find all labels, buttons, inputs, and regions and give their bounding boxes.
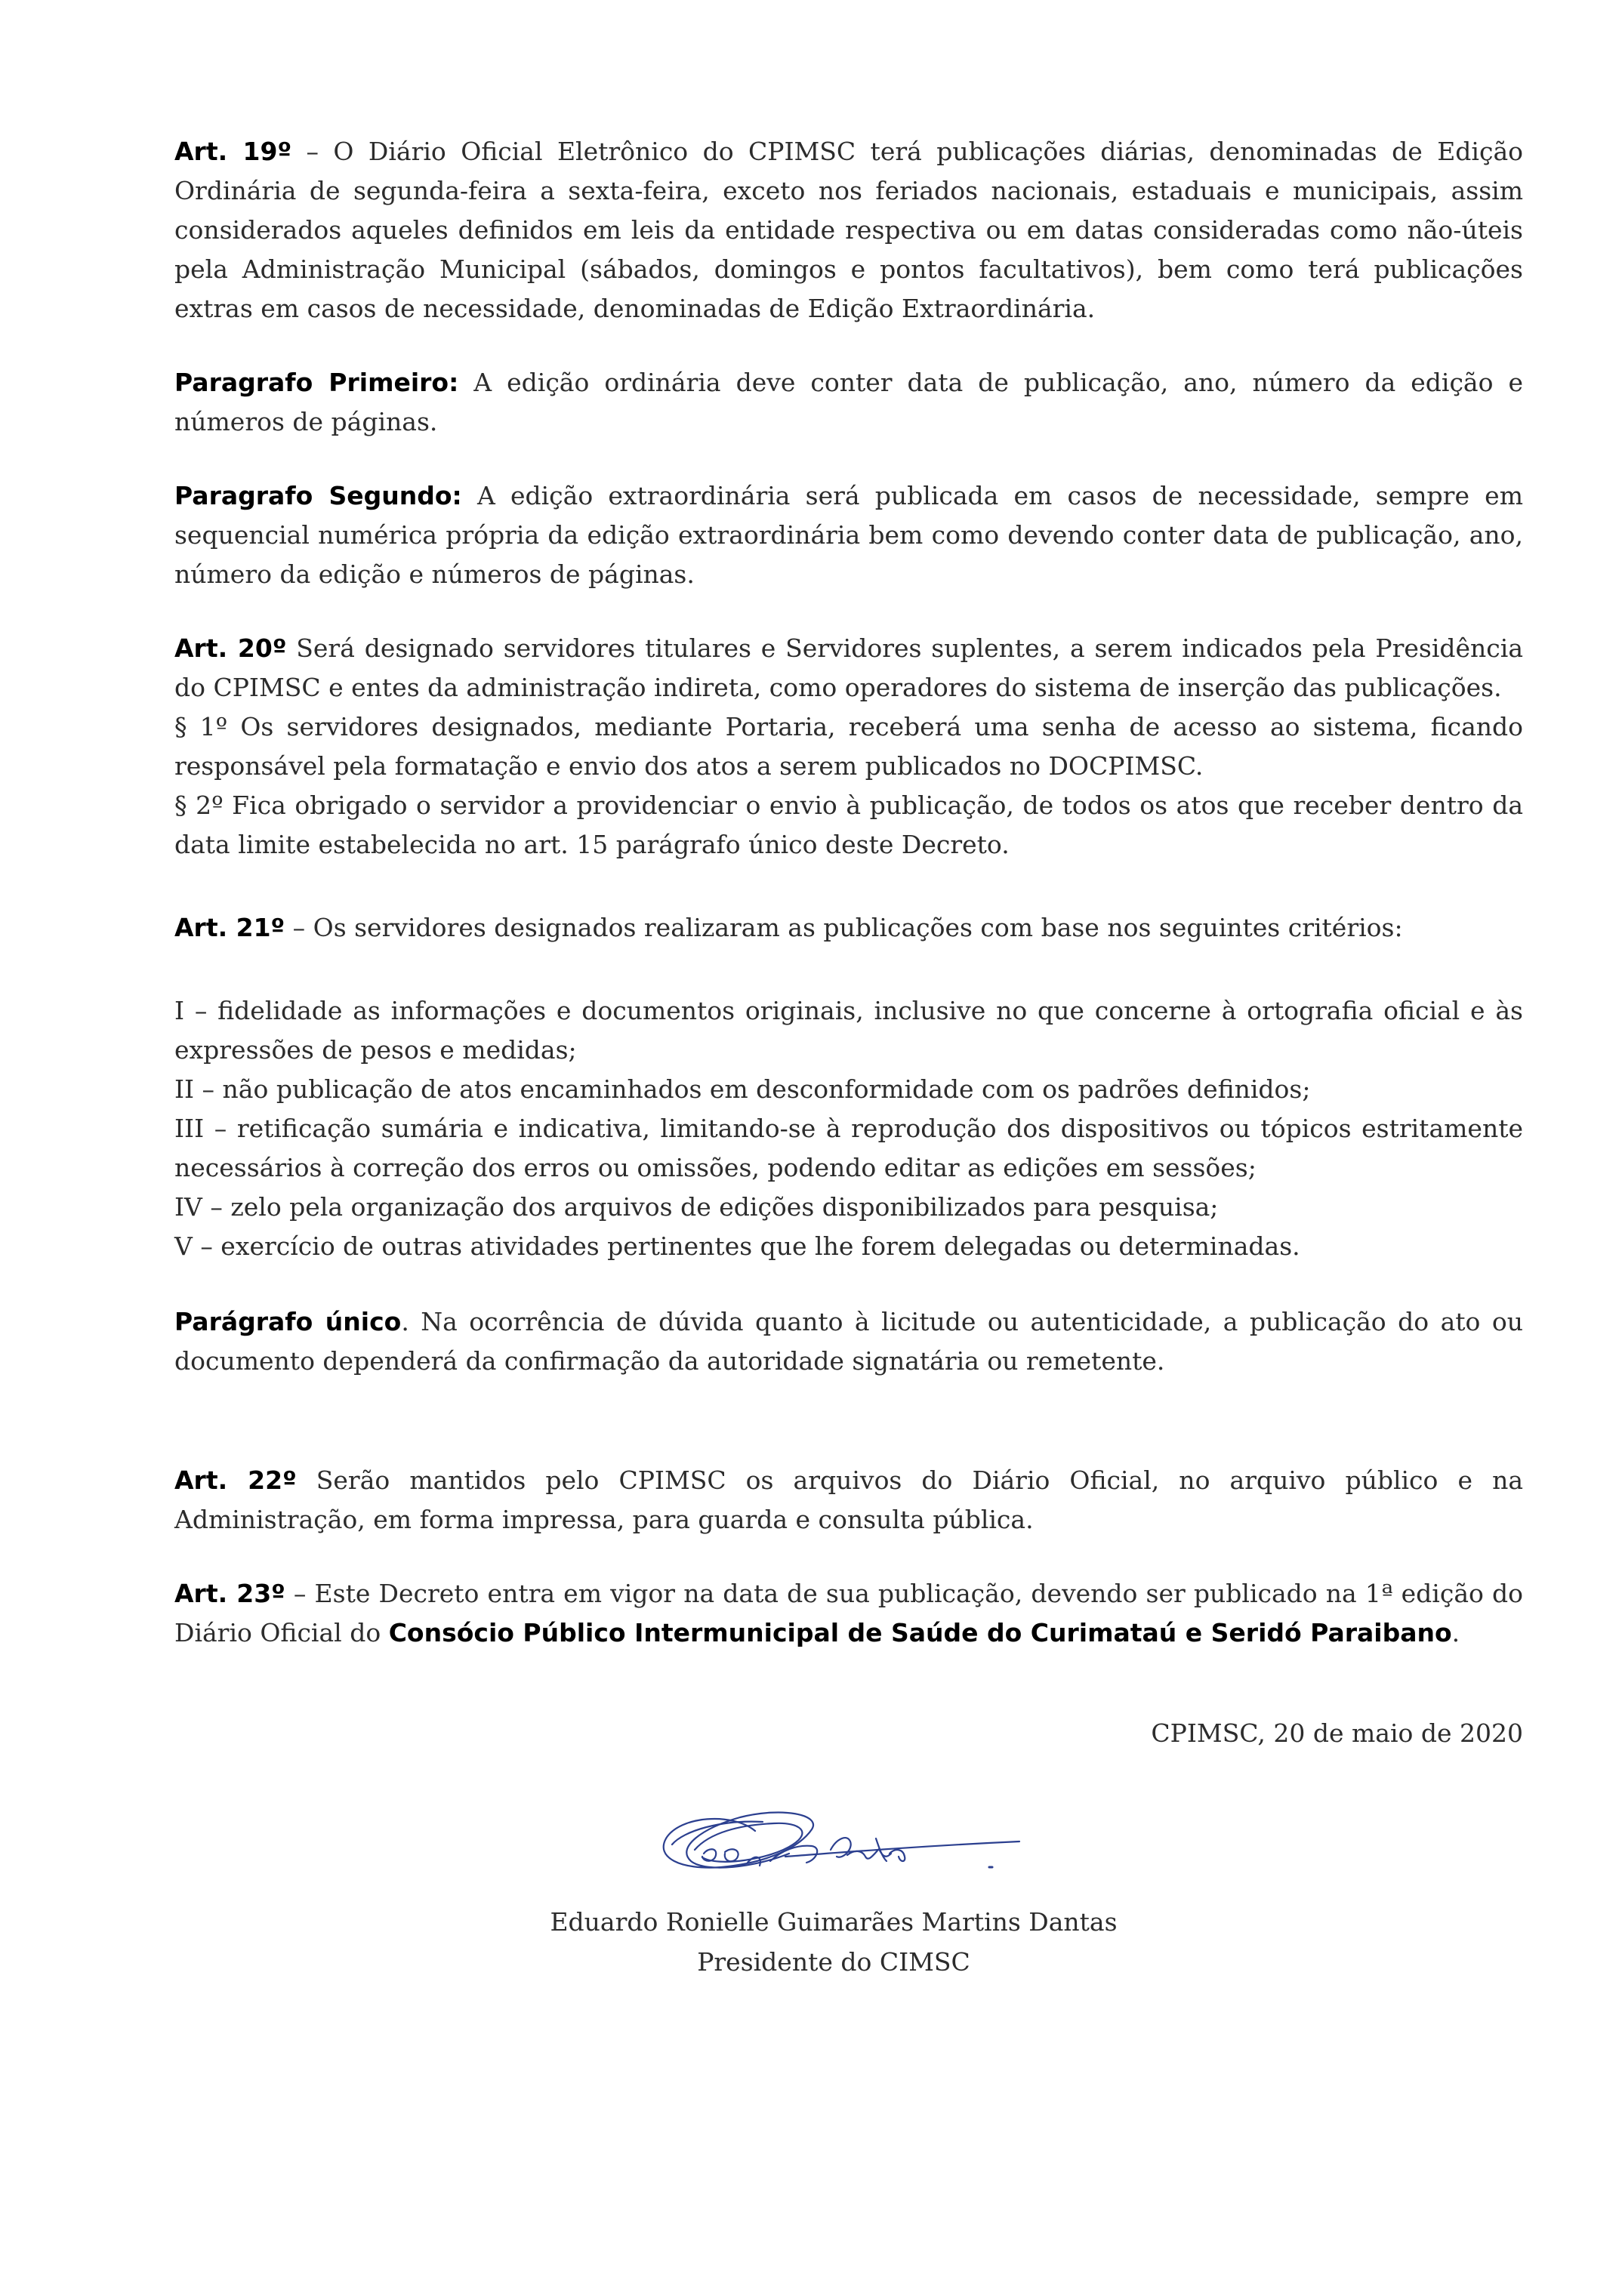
criteria-item-3: III – retificação sumária e indicativa, limitando-se à reprodução dos dispositivos ou tópicos estritamente necessários à correção dos erros ou omissões, podendo editar as edições em sessões; (174, 1114, 1523, 1182)
article-20 (174, 629, 1523, 707)
paragrafo-segundo (174, 476, 1523, 594)
article-19 (174, 132, 1523, 328)
article-21-text: – Os servidores designados realizaram as publicações com base nos seguintes critérios: (285, 913, 1403, 942)
criteria-item-1: I – fidelidade as informações e documentos originais, inclusive no que concerne à ortografia oficial e às expressões de pesos e medidas; (174, 996, 1523, 1065)
article-21-label: Art. 21º (174, 913, 285, 942)
date-line: CPIMSC, 20 de maio de 2020 (1151, 1718, 1523, 1748)
signer-block (423, 1902, 1244, 1982)
organization-name: Consócio Público Intermunicipal de Saúde do Curimataú e Seridó Paraibano (388, 1618, 1452, 1647)
article-23 (174, 1574, 1523, 1653)
criteria-item-2: II – não publicação de atos encaminhados em desconformidade com os padrões definidos; (174, 1074, 1311, 1104)
article-19-label: Art. 19º (174, 137, 292, 166)
paragrafo-primeiro-text: A edição ordinária deve conter data de publicação, ano, número da edição e números de páginas. (174, 368, 1523, 436)
paragrafo-primeiro (174, 363, 1523, 442)
document-body (174, 132, 1523, 1653)
article-23-text: – Este Decreto entra em vigor na data de sua publicação, devendo ser publicado na 1ª edição do Diário Oficial do (174, 1579, 1523, 1647)
article-20-label: Art. 20º (174, 633, 287, 663)
paragrafo-segundo-label: Paragrafo Segundo: (174, 481, 462, 510)
article-22 (174, 1461, 1523, 1539)
article-22-text: Serão mantidos pelo CPIMSC os arquivos do Diário Oficial, no arquivo público e na Administração, em forma impressa, para guarda e consulta pública. (174, 1465, 1523, 1534)
paragrafo-unico-label: Parágrafo único (174, 1307, 402, 1336)
criteria-item-5: V – exercício de outras atividades pertinentes que lhe forem delegadas ou determinadas. (174, 1231, 1300, 1261)
signer-title: Presidente do CIMSC (697, 1947, 970, 1977)
article-23-label: Art. 23º (174, 1579, 285, 1608)
handwritten-signature (649, 1778, 1042, 1891)
paragrafo-primeiro-label: Paragrafo Primeiro: (174, 368, 459, 397)
article-22-label: Art. 22º (174, 1465, 297, 1495)
article-23-end: . (1451, 1618, 1460, 1647)
paragrafo-unico (174, 1302, 1523, 1381)
paragrafo-unico-text: . Na ocorrência de dúvida quanto à licitude ou autenticidade, a publicação do ato ou documento dependerá da confirmação da autoridade signatária ou remetente. (174, 1307, 1523, 1376)
article-20-paragraph-1: § 1º Os servidores designados, mediante Portaria, receberá uma senha de acesso ao sistema, ficando responsável pela formatação e envio dos atos a serem publicados no DOCPIMSC. (174, 712, 1523, 781)
article-19-text: – O Diário Oficial Eletrônico do CPIMSC terá publicações diárias, denominadas de Edição Ordinária de segunda-feira a sexta-feira, exceto nos feriados nacionais, estaduais e municipais, assim considerados aqueles definidos em leis da entidade respectiva ou em datas consideradas como não-úteis pela Administração Municipal (sábados, domingos e pontos facultativos), bem como terá publicações extras em casos de necessidade, denominadas de Edição Extraordinária. (174, 137, 1523, 323)
signer-name: Eduardo Ronielle Guimarães Martins Dantas (550, 1907, 1118, 1937)
article-20-paragraph-2: § 2º Fica obrigado o servidor a providenciar o envio à publicação, de todos os atos que receber dentro da data limite estabelecida no art. 15 parágrafo único deste Decreto. (174, 791, 1523, 859)
paragrafo-segundo-text: A edição extraordinária será publicada em casos de necessidade, sempre em sequencial numérica própria da edição extraordinária bem como devendo conter data de publicação, ano, número da edição e números de páginas. (174, 481, 1523, 589)
article-20-text: Será designado servidores titulares e Servidores suplentes, a serem indicados pela Presidência do CPIMSC e entes da administração indireta, como operadores do sistema de inserção das publicações. (174, 633, 1524, 702)
article-21 (174, 908, 1523, 948)
criteria-item-4: IV – zelo pela organização dos arquivos de edições disponibilizados para pesquisa; (174, 1192, 1219, 1222)
